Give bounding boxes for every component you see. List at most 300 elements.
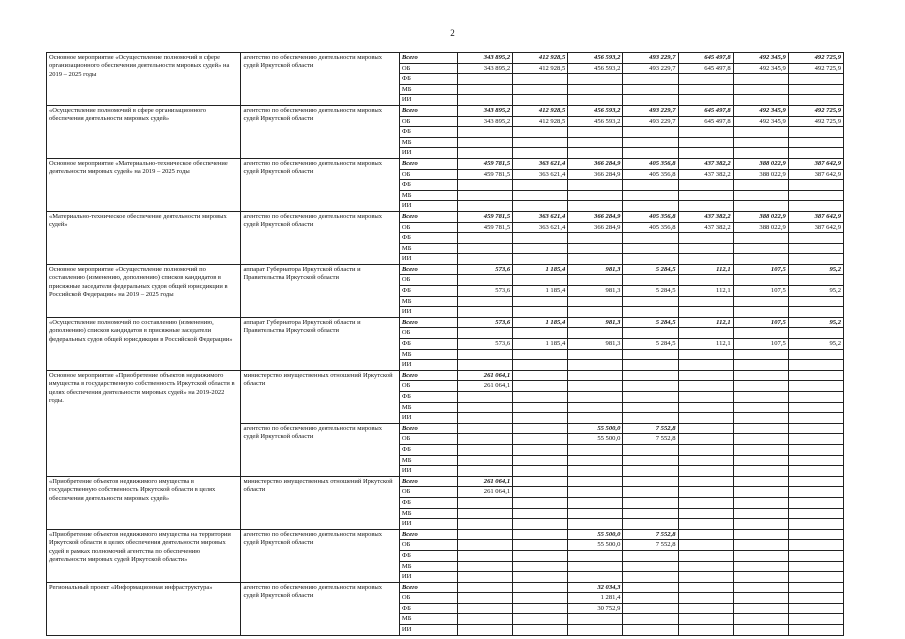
amount-cell: 261 064,1: [458, 476, 513, 487]
amount-cell: 645 497,8: [678, 116, 733, 127]
amount-cell: 387 642,9: [788, 169, 843, 180]
amount-cell: [788, 84, 843, 95]
amount-cell: [568, 233, 623, 244]
amount-cell: 981,3: [568, 339, 623, 350]
amount-cell: [788, 254, 843, 265]
funding-source-label: ФБ: [399, 74, 457, 85]
amount-cell: 343 895,2: [458, 63, 513, 74]
amount-cell: [788, 603, 843, 614]
amount-cell: [788, 95, 843, 106]
amount-cell: [513, 497, 568, 508]
amount-cell: [623, 381, 678, 392]
funding-source-label: ИИ: [399, 466, 457, 477]
amount-cell: [788, 476, 843, 487]
amount-cell: [568, 561, 623, 572]
amount-cell: [788, 148, 843, 159]
amount-cell: [513, 519, 568, 530]
amount-cell: 1 185,4: [513, 264, 568, 275]
amount-cell: [678, 519, 733, 530]
amount-cell: [513, 508, 568, 519]
amount-cell: 645 497,8: [678, 63, 733, 74]
funding-source-label: Всего: [399, 158, 457, 169]
amount-cell: 492 725,9: [788, 116, 843, 127]
amount-cell: [623, 190, 678, 201]
amount-cell: [513, 296, 568, 307]
amount-cell: [513, 275, 568, 286]
amount-cell: [458, 540, 513, 551]
amount-cell: [623, 74, 678, 85]
funding-source-label: ОБ: [399, 169, 457, 180]
amount-cell: [788, 434, 843, 445]
amount-cell: [733, 74, 788, 85]
amount-cell: [678, 148, 733, 159]
activity-description: «Приобретение объектов недвижимого имущества в государственную собственность Иркутской области в целях обеспечения деятельности мировых судей»: [47, 476, 241, 529]
amount-cell: [788, 550, 843, 561]
amount-cell: 366 284,9: [568, 158, 623, 169]
funding-source-label: ФБ: [399, 180, 457, 191]
funding-source-label: ИИ: [399, 254, 457, 265]
amount-cell: [623, 455, 678, 466]
amount-cell: [733, 243, 788, 254]
amount-cell: 573,6: [458, 264, 513, 275]
amount-cell: [513, 402, 568, 413]
amount-cell: [733, 84, 788, 95]
executor-name: агентство по обеспечению деятельности мировых судей Иркутской области: [241, 53, 399, 106]
amount-cell: [458, 603, 513, 614]
amount-cell: [678, 360, 733, 371]
amount-cell: [513, 74, 568, 85]
amount-cell: [458, 402, 513, 413]
amount-cell: 366 284,9: [568, 169, 623, 180]
funding-source-label: ИИ: [399, 95, 457, 106]
amount-cell: [733, 572, 788, 583]
amount-cell: [623, 497, 678, 508]
amount-cell: 7 552,8: [623, 540, 678, 551]
funding-source-label: ОБ: [399, 63, 457, 74]
amount-cell: [788, 275, 843, 286]
amount-cell: [458, 392, 513, 403]
amount-cell: 492 725,9: [788, 53, 843, 64]
funding-row: [47, 53, 844, 64]
amount-cell: [513, 201, 568, 212]
amount-cell: 55 500,0: [568, 423, 623, 434]
amount-cell: 437 382,2: [678, 169, 733, 180]
amount-cell: [678, 434, 733, 445]
amount-cell: [678, 243, 733, 254]
amount-cell: [568, 148, 623, 159]
amount-cell: [623, 413, 678, 424]
amount-cell: [733, 434, 788, 445]
funding-source-label: Всего: [399, 529, 457, 540]
amount-cell: [678, 180, 733, 191]
amount-cell: [623, 519, 678, 530]
amount-cell: [678, 487, 733, 498]
amount-cell: [458, 328, 513, 339]
amount-cell: [788, 466, 843, 477]
amount-cell: [788, 497, 843, 508]
funding-source-label: ОБ: [399, 381, 457, 392]
amount-cell: [458, 466, 513, 477]
amount-cell: [623, 148, 678, 159]
amount-cell: [458, 201, 513, 212]
amount-cell: [513, 360, 568, 371]
amount-cell: [788, 593, 843, 604]
amount-cell: [458, 148, 513, 159]
amount-cell: [733, 95, 788, 106]
activity-description: Основное мероприятие «Приобретение объектов недвижимого имущества в государственную собственность Иркутской области в целях обеспечения деятельности мировых судей» на 2019-2022 годы.: [47, 370, 241, 476]
amount-cell: [733, 582, 788, 593]
amount-cell: [678, 381, 733, 392]
amount-cell: [568, 413, 623, 424]
amount-cell: [458, 423, 513, 434]
amount-cell: [623, 625, 678, 636]
funding-row: [47, 529, 844, 540]
amount-cell: [678, 593, 733, 604]
amount-cell: 366 284,9: [568, 222, 623, 233]
amount-cell: [733, 275, 788, 286]
amount-cell: [678, 476, 733, 487]
funding-source-label: МБ: [399, 84, 457, 95]
amount-cell: [568, 127, 623, 138]
amount-cell: [568, 360, 623, 371]
amount-cell: [733, 593, 788, 604]
amount-cell: [678, 466, 733, 477]
amount-cell: 5 284,5: [623, 264, 678, 275]
amount-cell: [458, 233, 513, 244]
amount-cell: [568, 370, 623, 381]
funding-source-label: ФБ: [399, 127, 457, 138]
activity-description: Основное мероприятие «Осуществление полномочий в сфере организационного обеспечения деятельности мировых судей» на 2019 – 2025 годы: [47, 53, 241, 106]
amount-cell: [458, 137, 513, 148]
amount-cell: [623, 550, 678, 561]
activity-description: Региональный проект «Информационная инфраструктура»: [47, 582, 241, 635]
amount-cell: [568, 201, 623, 212]
funding-source-label: ИИ: [399, 572, 457, 583]
amount-cell: [513, 243, 568, 254]
amount-cell: [458, 254, 513, 265]
amount-cell: [678, 370, 733, 381]
funding-source-label: Всего: [399, 317, 457, 328]
funding-row: [47, 370, 844, 381]
amount-cell: 363 621,4: [513, 169, 568, 180]
amount-cell: 112,1: [678, 264, 733, 275]
amount-cell: [623, 349, 678, 360]
amount-cell: [458, 84, 513, 95]
amount-cell: 387 642,9: [788, 158, 843, 169]
funding-source-label: МБ: [399, 190, 457, 201]
amount-cell: [733, 550, 788, 561]
amount-cell: [788, 614, 843, 625]
amount-cell: 493 229,7: [623, 105, 678, 116]
amount-cell: [623, 296, 678, 307]
amount-cell: 1 185,4: [513, 286, 568, 297]
amount-cell: 343 895,2: [458, 53, 513, 64]
amount-cell: 7 552,8: [623, 434, 678, 445]
amount-cell: [678, 275, 733, 286]
amount-cell: [623, 508, 678, 519]
amount-cell: [458, 74, 513, 85]
amount-cell: [458, 190, 513, 201]
amount-cell: 55 500,0: [568, 540, 623, 551]
amount-cell: 492 345,9: [733, 53, 788, 64]
amount-cell: 107,5: [733, 264, 788, 275]
amount-cell: [623, 582, 678, 593]
amount-cell: [733, 201, 788, 212]
funding-source-label: Всего: [399, 53, 457, 64]
amount-cell: 981,3: [568, 317, 623, 328]
funding-source-label: Всего: [399, 105, 457, 116]
amount-cell: 1 281,4: [568, 593, 623, 604]
amount-cell: [678, 95, 733, 106]
amount-cell: 112,1: [678, 339, 733, 350]
amount-cell: 388 022,9: [733, 169, 788, 180]
amount-cell: 981,3: [568, 286, 623, 297]
amount-cell: [568, 243, 623, 254]
amount-cell: [513, 540, 568, 551]
amount-cell: 456 593,2: [568, 53, 623, 64]
amount-cell: 5 284,5: [623, 286, 678, 297]
amount-cell: [568, 307, 623, 318]
amount-cell: [513, 476, 568, 487]
amount-cell: 32 034,3: [568, 582, 623, 593]
amount-cell: 1 185,4: [513, 317, 568, 328]
funding-source-label: МБ: [399, 508, 457, 519]
funding-source-label: Всего: [399, 582, 457, 593]
funding-source-label: ФБ: [399, 444, 457, 455]
amount-cell: [733, 254, 788, 265]
amount-cell: [733, 137, 788, 148]
activity-description: «Осуществление полномочий по составлению (изменению, дополнению) списков кандидатов в присяжные заседатели федеральных судов общей юрисдикции в Российской Федерации»: [47, 317, 241, 370]
funding-source-label: ОБ: [399, 328, 457, 339]
amount-cell: [733, 307, 788, 318]
activity-description: Основное мероприятие «Осуществление полномочий по составлению (изменению, дополнению) списков кандидатов в присяжные заседатели федеральных судов общей юрисдикции в Российской Федерации» на 2019 – 2025 годы: [47, 264, 241, 317]
amount-cell: [623, 370, 678, 381]
amount-cell: [733, 413, 788, 424]
amount-cell: [513, 180, 568, 191]
amount-cell: [678, 582, 733, 593]
amount-cell: [458, 413, 513, 424]
funding-row: [47, 317, 844, 328]
amount-cell: [623, 307, 678, 318]
amount-cell: 492 725,9: [788, 63, 843, 74]
amount-cell: 573,6: [458, 339, 513, 350]
amount-cell: [733, 402, 788, 413]
amount-cell: 55 500,0: [568, 434, 623, 445]
amount-cell: [513, 444, 568, 455]
amount-cell: 7 552,8: [623, 529, 678, 540]
amount-cell: [513, 423, 568, 434]
funding-source-label: МБ: [399, 455, 457, 466]
amount-cell: [733, 370, 788, 381]
amount-cell: [623, 593, 678, 604]
amount-cell: 5 284,5: [623, 339, 678, 350]
amount-cell: [568, 497, 623, 508]
amount-cell: [568, 476, 623, 487]
amount-cell: 573,6: [458, 286, 513, 297]
activity-description: «Материально-техническое обеспечение деятельности мировых судей»: [47, 211, 241, 264]
amount-cell: [733, 497, 788, 508]
amount-cell: 30 752,9: [568, 603, 623, 614]
amount-cell: 112,1: [678, 286, 733, 297]
amount-cell: [623, 275, 678, 286]
amount-cell: [513, 455, 568, 466]
amount-cell: [623, 95, 678, 106]
amount-cell: [623, 233, 678, 244]
amount-cell: [568, 508, 623, 519]
funding-source-label: ИИ: [399, 148, 457, 159]
funding-source-label: Всего: [399, 211, 457, 222]
amount-cell: [568, 74, 623, 85]
amount-cell: [678, 540, 733, 551]
amount-cell: [623, 476, 678, 487]
amount-cell: [788, 519, 843, 530]
funding-source-label: ФБ: [399, 286, 457, 297]
amount-cell: 1 185,4: [513, 339, 568, 350]
amount-cell: [623, 84, 678, 95]
amount-cell: [788, 190, 843, 201]
amount-cell: [513, 127, 568, 138]
amount-cell: [568, 254, 623, 265]
amount-cell: [678, 550, 733, 561]
amount-cell: [458, 519, 513, 530]
amount-cell: [733, 603, 788, 614]
funding-source-label: ИИ: [399, 201, 457, 212]
amount-cell: 388 022,9: [733, 222, 788, 233]
amount-cell: [733, 148, 788, 159]
amount-cell: [458, 508, 513, 519]
funding-row: [47, 158, 844, 169]
amount-cell: 405 356,8: [623, 158, 678, 169]
amount-cell: [568, 455, 623, 466]
amount-cell: [568, 550, 623, 561]
amount-cell: [513, 307, 568, 318]
amount-cell: 456 593,2: [568, 105, 623, 116]
funding-source-label: МБ: [399, 402, 457, 413]
amount-cell: 981,3: [568, 264, 623, 275]
activity-description: «Осуществление полномочий в сфере организационного обеспечения деятельности мировых судей»: [47, 105, 241, 158]
amount-cell: [458, 127, 513, 138]
funding-source-label: ФБ: [399, 603, 457, 614]
amount-cell: [458, 455, 513, 466]
amount-cell: [568, 190, 623, 201]
amount-cell: [623, 127, 678, 138]
executor-name: агентство по обеспечению деятельности мировых судей Иркутской области: [241, 211, 399, 264]
amount-cell: [623, 254, 678, 265]
amount-cell: [568, 381, 623, 392]
amount-cell: 363 621,4: [513, 158, 568, 169]
amount-cell: [458, 95, 513, 106]
amount-cell: [733, 423, 788, 434]
amount-cell: [788, 296, 843, 307]
amount-cell: [458, 434, 513, 445]
amount-cell: [513, 328, 568, 339]
executor-name: министерство имущественных отношений Иркутской области: [241, 370, 399, 423]
executor-name: агентство по обеспечению деятельности мировых судей Иркутской области: [241, 105, 399, 158]
amount-cell: [733, 487, 788, 498]
amount-cell: 412 928,5: [513, 105, 568, 116]
amount-cell: [788, 572, 843, 583]
amount-cell: [788, 243, 843, 254]
amount-cell: 387 642,9: [788, 222, 843, 233]
amount-cell: [678, 444, 733, 455]
amount-cell: 95,2: [788, 317, 843, 328]
amount-cell: [513, 137, 568, 148]
amount-cell: [788, 508, 843, 519]
amount-cell: [733, 360, 788, 371]
amount-cell: [623, 603, 678, 614]
amount-cell: 437 382,2: [678, 158, 733, 169]
amount-cell: [733, 529, 788, 540]
amount-cell: 573,6: [458, 317, 513, 328]
amount-cell: [788, 307, 843, 318]
amount-cell: 343 895,2: [458, 105, 513, 116]
funding-row: [47, 582, 844, 593]
amount-cell: [733, 381, 788, 392]
amount-cell: 55 500,0: [568, 529, 623, 540]
amount-cell: [788, 455, 843, 466]
amount-cell: [623, 487, 678, 498]
amount-cell: [568, 84, 623, 95]
amount-cell: 645 497,8: [678, 105, 733, 116]
amount-cell: 363 621,4: [513, 211, 568, 222]
amount-cell: [513, 254, 568, 265]
funding-source-label: ИИ: [399, 307, 457, 318]
amount-cell: 412 928,5: [513, 63, 568, 74]
amount-cell: [678, 84, 733, 95]
funding-source-label: ФБ: [399, 233, 457, 244]
amount-cell: [513, 572, 568, 583]
funding-source-label: ОБ: [399, 434, 457, 445]
amount-cell: [678, 254, 733, 265]
amount-cell: [788, 402, 843, 413]
activity-description: «Приобретение объектов недвижимого имущества на территории Иркутской области в целях обеспечения деятельности мировых судей в рамках полномочий агентства по обеспечению деятельности мировых судей Иркутской области»: [47, 529, 241, 582]
funding-source-label: МБ: [399, 296, 457, 307]
amount-cell: 261 064,1: [458, 370, 513, 381]
funding-source-label: ИИ: [399, 519, 457, 530]
amount-cell: [513, 392, 568, 403]
amount-cell: [788, 328, 843, 339]
amount-cell: [568, 444, 623, 455]
funding-source-label: Всего: [399, 264, 457, 275]
funding-source-label: ОБ: [399, 593, 457, 604]
amount-cell: [568, 402, 623, 413]
funding-source-label: МБ: [399, 561, 457, 572]
amount-cell: [788, 74, 843, 85]
amount-cell: 388 022,9: [733, 211, 788, 222]
amount-cell: [733, 466, 788, 477]
amount-cell: [568, 180, 623, 191]
amount-cell: [678, 423, 733, 434]
amount-cell: [788, 529, 843, 540]
amount-cell: [678, 328, 733, 339]
amount-cell: 405 356,8: [623, 211, 678, 222]
amount-cell: [678, 402, 733, 413]
amount-cell: [733, 392, 788, 403]
amount-cell: [678, 190, 733, 201]
amount-cell: 388 022,9: [733, 158, 788, 169]
executor-name: агентство по обеспечению деятельности мировых судей Иркутской области: [241, 529, 399, 582]
funding-source-label: МБ: [399, 349, 457, 360]
funding-source-label: ФБ: [399, 339, 457, 350]
amount-cell: [733, 180, 788, 191]
amount-cell: [733, 561, 788, 572]
amount-cell: [623, 243, 678, 254]
amount-cell: [678, 561, 733, 572]
amount-cell: [458, 349, 513, 360]
amount-cell: [623, 444, 678, 455]
amount-cell: [678, 201, 733, 212]
activity-description: Основное мероприятие «Материально-техническое обеспечение деятельности мировых судей» на 2019 – 2025 годы: [47, 158, 241, 211]
